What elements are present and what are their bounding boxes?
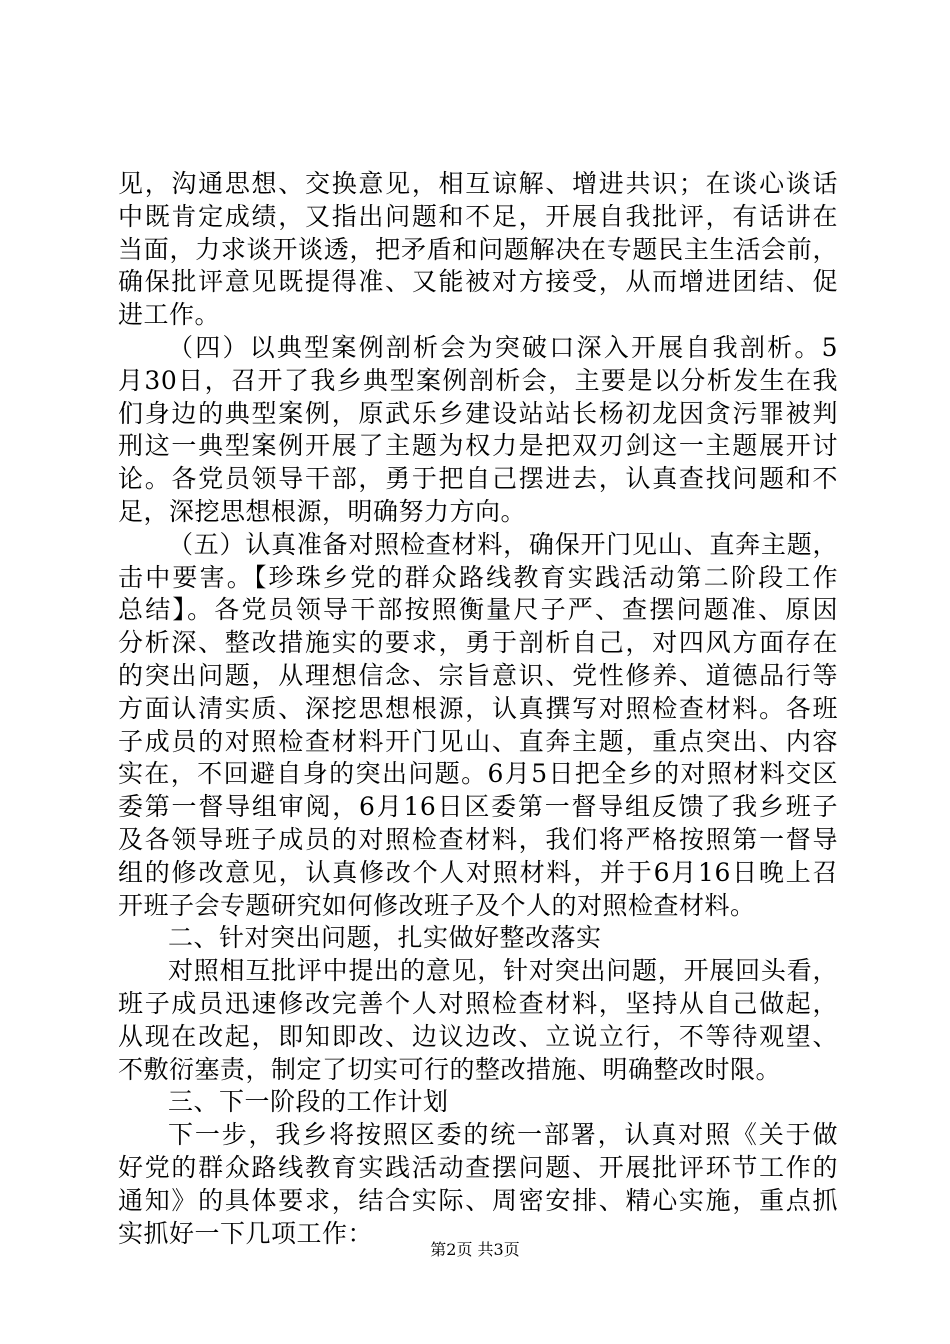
text-line: 子成员的对照检查材料开门见山、直奔主题，重点突出、内容	[118, 726, 838, 756]
text-line: 及各领导班子成员的对照检查材料，我们将严格按照第一督导	[118, 824, 838, 854]
text-line: 足，深挖思想根源，明确努力方向。	[118, 496, 527, 526]
text-line: 击中要害。【珍珠乡党的群众路线教育实践活动第二阶段工作	[118, 562, 838, 592]
text-line: 的突出问题，从理想信念、宗旨意识、党性修养、道德品行等	[118, 660, 838, 690]
text-line: 下一步，我乡将按照区委的统一部署，认真对照《关于做	[168, 1120, 838, 1150]
text-line: 月30日，召开了我乡典型案例剖析会，主要是以分析发生在我	[118, 365, 838, 395]
text-line: 通知》的具体要求，结合实际、周密安排、精心实施，重点抓	[118, 1185, 838, 1215]
text-line: 实抓好一下几项工作：	[118, 1218, 374, 1248]
text-line: 见，沟通思想、交换意见，相互谅解、增进共识；在谈心谈话	[118, 169, 838, 198]
text-line: 对照相互批评中提出的意见，针对突出问题，开展回头看，	[168, 956, 838, 986]
text-line: 确保批评意见既提得准、又能被对方接受，从而增进团结、促	[118, 267, 838, 297]
section-heading-2: 二、针对突出问题，扎实做好整改落实	[168, 923, 602, 953]
text-line: 刑这一典型案例开展了主题为权力是把双刃剑这一主题展开讨	[118, 431, 838, 461]
text-line: 进工作。	[118, 300, 221, 330]
text-line: 从现在改起，即知即改、边议边改、立说立行，不等待观望、	[118, 1021, 838, 1051]
text-line: 委第一督导组审阅，6月16日区委第一督导组反馈了我乡班子	[118, 792, 838, 822]
section-heading-4: （四）以典型案例剖析会为突破口深入开展自我剖析。5	[168, 332, 838, 362]
text-line: 分析深、整改措施实的要求，勇于剖析自己，对四风方面存在	[118, 628, 838, 658]
text-line: 实在，不回避自身的突出问题。6月5日把全乡的对照材料交区	[118, 759, 838, 789]
text-line: 班子成员迅速修改完善个人对照检查材料，坚持从自己做起，	[118, 988, 838, 1018]
text-line: 总结】。各党员领导干部按照衡量尺子严、查摆问题准、原因	[118, 595, 838, 625]
text-line: 方面认清实质、深挖思想根源，认真撰写对照检查材料。各班	[118, 693, 838, 723]
text-line: 不敷衍塞责，制定了切实可行的整改措施、明确整改时限。	[118, 1054, 782, 1084]
section-heading-3: 三、下一阶段的工作计划	[168, 1087, 449, 1117]
text-line: 当面，力求谈开谈透，把矛盾和问题解决在专题民主生活会前，	[118, 234, 838, 264]
document-body	[118, 168, 838, 1250]
text-line: 开班子会专题研究如何修改班子及个人的对照检查材料。	[118, 890, 756, 920]
text-line: 中既肯定成绩，又指出问题和不足，开展自我批评，有话讲在	[118, 201, 838, 231]
text-line: 们身边的典型案例，原武乐乡建设站站长杨初龙因贪污罪被判	[118, 398, 838, 428]
section-heading-5: （五）认真准备对照检查材料，确保开门见山、直奔主题，	[168, 529, 838, 559]
page-number-footer: 第2页 共3页	[430, 1240, 520, 1259]
text-line: 论。各党员领导干部，勇于把自己摆进去，认真查找问题和不	[118, 464, 838, 494]
text-line: 组的修改意见，认真修改个人对照材料，并于6月16日晚上召	[118, 857, 838, 887]
text-line: 好党的群众路线教育实践活动查摆问题、开展批评环节工作的	[118, 1152, 838, 1182]
